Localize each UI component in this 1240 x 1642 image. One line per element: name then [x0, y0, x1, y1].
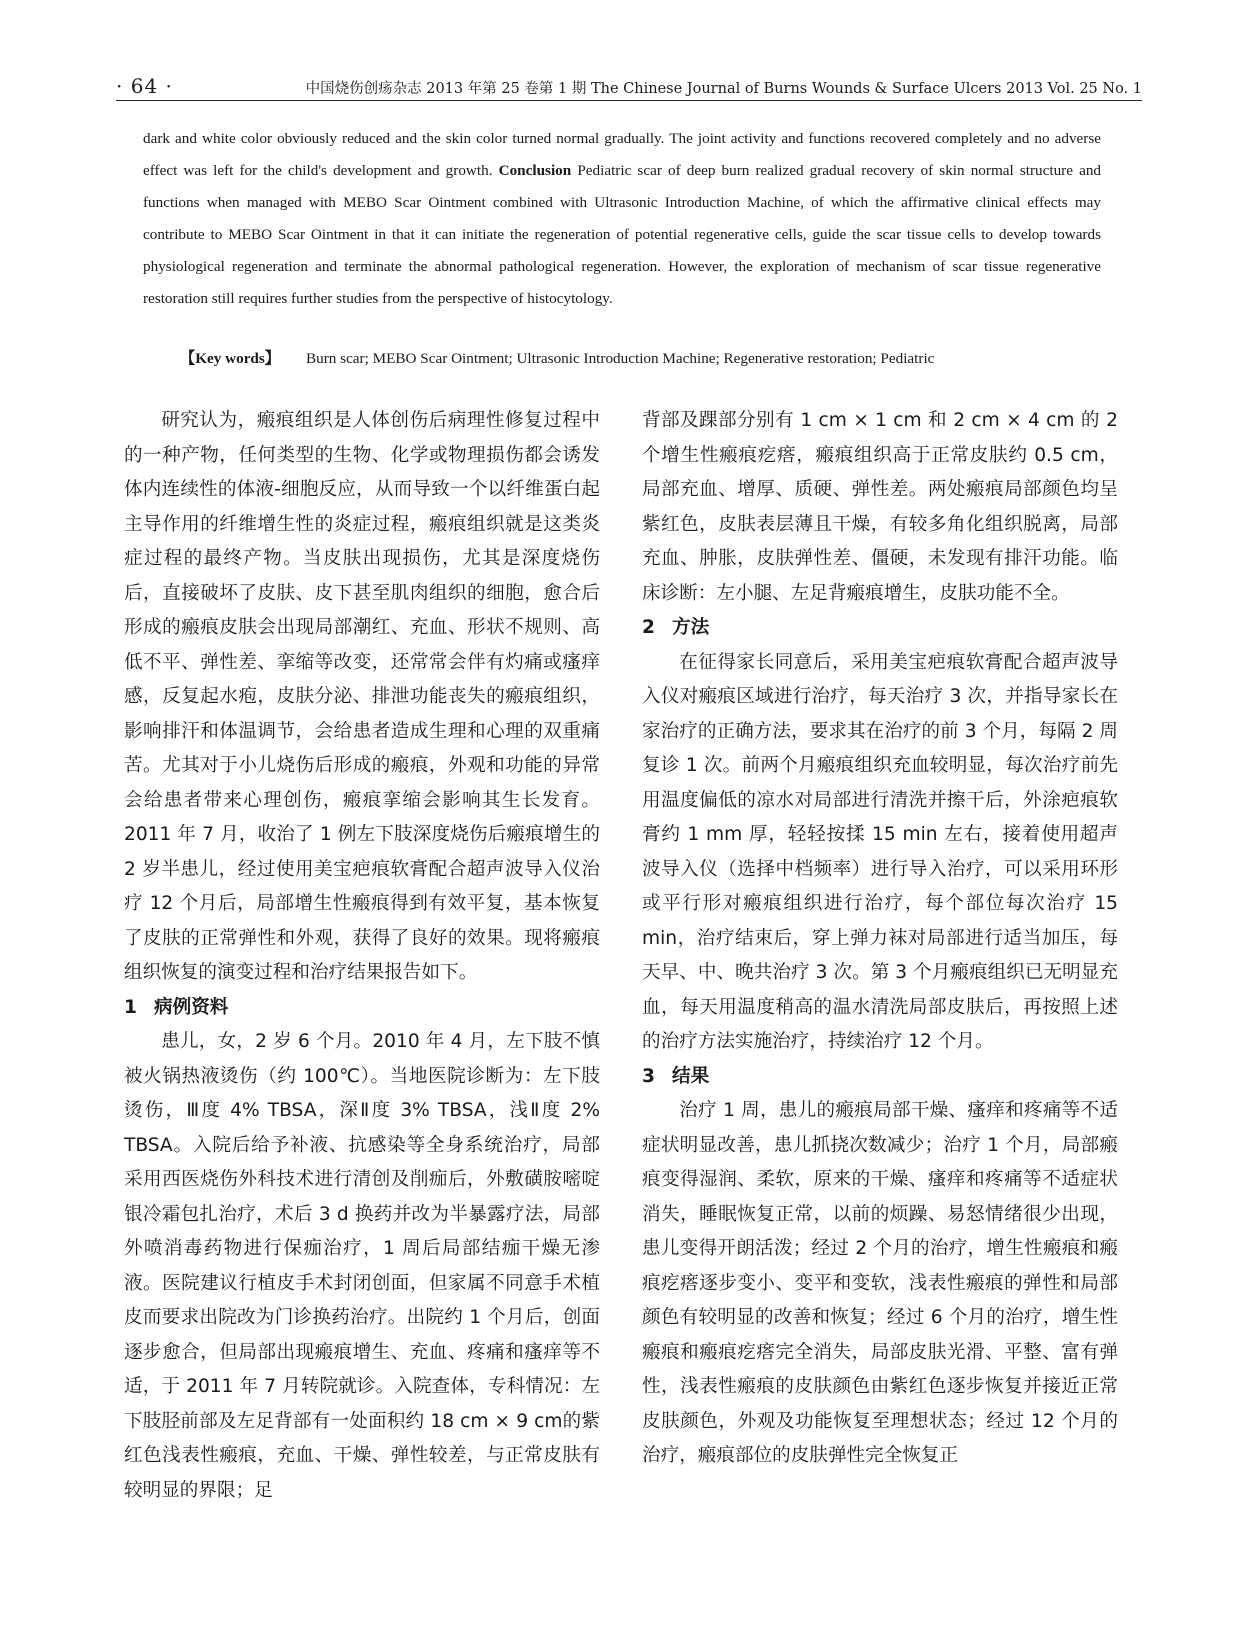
section-title: 结果 [672, 1065, 710, 1087]
abstract-conclusion-text: Pediatric scar of deep burn realized gradual recovery of skin normal structure and functions when managed with MEBO Scar Ointment combined with Ultrasonic Introduction Machine, of which the affirmative clinical effects may contribute to MEBO Scar Ointment in that it can initiate the regeneration of potential regenerative cells, guide the scar tissue cells to develop towards physiological regeneration and terminate the abnormal pathological regeneration. However, the exploration of mechanism of scar tissue regenerative restoration still requires further studies from the perspective of histocytology. [143, 162, 1102, 307]
conclusion-label: Conclusion [498, 162, 572, 179]
section-title: 病例资料 [154, 996, 229, 1018]
page-number: · 64 · [116, 74, 173, 98]
abstract-results-text: dark and white color obviously reduced and the skin color turned normal gradually. The joint activity and functions recovered completely and no adverse effect was left for the child's development and growth. [143, 130, 1101, 179]
header-rule [116, 100, 1142, 101]
section-number: 2 [642, 617, 655, 638]
case-paragraph: 患儿，女，2 岁 6 个月。2010 年 4 月，左下肢不慎被火锅热液烫伤（约 100℃）。当地医院诊断为：左下肢烫伤，Ⅲ度 4% TBSA，深Ⅱ度 3% TBSA，浅Ⅱ度 2% TBSA。入院后给予补液、抗感染等全身系统治疗，局部采用西医烧伤外科技术进行清创及削痂后，外敷磺胺嘧啶银冷霜包扎治疗，术后 3 d 换药并改为半暴露疗法，局部外喷消毒药物进行保痂治疗，1 周后局部结痂干燥无渗液。医院建议行植皮手术封闭创面，但家属不同意手术植皮而要求出院改为门诊换药治疗。出院约 1 个月后，创面逐步愈合，但局部出现瘢痕增生、充血、疼痛和瘙痒等不适，于 2011 年 7 月转院就诊。入院查体，专科情况：左下肢胫前部及左足背部有一处面积约 18 cm × 9 cm的紫红色浅表性瘢痕，充血、干燥、弹性较差，与正常皮肤有较明显的界限；足 [124, 1031, 600, 1501]
method-paragraph: 在征得家长同意后，采用美宝疤痕软膏配合超声波导入仪对瘢痕区域进行治疗，每天治疗 3 次，并指导家长在家治疗的正确方法，要求其在治疗的前 3 个月，每隔 2 周复诊 1 次。前两个月瘢痕组织充血较明显，每次治疗前先用温度偏低的凉水对局部进行清洗并擦干后，外涂疤痕软膏约 1 mm 厚，轻轻按揉 15 min 左右，接着使用超声波导入仪（选择中档频率）进行导入治疗，可以采用环形或平行形对瘢痕组织进行治疗，每个部位每次治疗 15 min，治疗结束后，穿上弹力袜对局部进行适当加压，每天早、中、晚共治疗 3 次。第 3 个月瘢痕组织已无明显充血，每天用温度稍高的温水清洗局部皮肤后，再按照上述的治疗方法实施治疗，持续治疗 12 个月。 [642, 651, 1118, 1052]
keywords-label: 【Key words】 [180, 350, 280, 367]
right-column [642, 404, 1118, 1474]
left-column [124, 404, 600, 1508]
section-number: 1 [124, 996, 137, 1018]
section-number: 3 [642, 1065, 655, 1087]
running-head: 中国烧伤创疡杂志 2013 年第 25 卷第 1 期 The Chinese Journal of Burns Wounds & Surface Ulcers 2013 Vol. 25 No. 1 [305, 81, 1142, 97]
case-paragraph-continued: 背部及踝部分别有 1 cm × 1 cm 和 2 cm × 4 cm 的 2 个增生性瘢痕疙瘩，瘢痕组织高于正常皮肤约 0.5 cm，局部充血、增厚、质硬、弹性差。两处瘢痕局部颜色均呈紫红色，皮肤表层薄且干燥，有较多角化组织脱离，局部充血、肿胀，皮肤弹性差、僵硬，未发现有排汗功能。临床诊断：左小腿、左足背瘢痕增生，皮肤功能不全。 [642, 410, 1118, 604]
section-heading-results [642, 1060, 1118, 1095]
section-heading-method [642, 611, 1118, 646]
abstract-text [143, 123, 1101, 315]
section-title: 方法 [672, 617, 710, 638]
section-heading-case [124, 991, 600, 1026]
keywords [180, 347, 1110, 368]
keywords-text: Burn scar; MEBO Scar Ointment; Ultrasonic Introduction Machine; Regenerative restoration; Pediatric [305, 350, 935, 367]
intro-paragraph: 研究认为，瘢痕组织是人体创伤后病理性修复过程中的一种产物，任何类型的生物、化学或物理损伤都会诱发体内连续性的体液-细胞反应，从而导致一个以纤维蛋白起主导作用的纤维增生性的炎症过程，瘢痕组织就是这类炎症过程的最终产物。当皮肤出现损伤，尤其是深度烧伤后，直接破坏了皮肤、皮下甚至肌肉组织的细胞，愈合后形成的瘢痕皮肤会出现局部潮红、充血、形状不规则、高低不平、弹性差、挛缩等改变，还常常会伴有灼痛或瘙痒感，反复起水疱，皮肤分泌、排泄功能丧失的瘢痕组织，影响排汗和体温调节，会给患者造成生理和心理的双重痛苦。尤其对于小儿烧伤后形成的瘢痕，外观和功能的异常会给患者带来心理创伤，瘢痕挛缩会影响其生长发育。2011 年 7 月，收治了 1 例左下肢深度烧伤后瘢痕增生的 2 岁半患儿，经过使用美宝疤痕软膏配合超声波导入仪治疗 12 个月后，局部增生性瘢痕得到有效平复，基本恢复了皮肤的正常弹性和外观，获得了良好的效果。现将瘢痕组织恢复的演变过程和治疗结果报告如下。 [124, 410, 600, 983]
results-paragraph: 治疗 1 周，患儿的瘢痕局部干燥、瘙痒和疼痛等不适症状明显改善，患儿抓挠次数减少；治疗 1 个月，局部瘢痕变得湿润、柔软，原来的干燥、瘙痒和疼痛等不适症状消失，睡眠恢复正常，以前的烦躁、易怒情绪很少出现，患儿变得开朗活泼；经过 2 个月的治疗，增生性瘢痕和瘢痕疙瘩逐步变小、变平和变软，浅表性瘢痕的弹性和局部颜色有较明显的改善和恢复；经过 6 个月的治疗，增生性瘢痕和瘢痕疙瘩完全消失，局部皮肤光滑、平整、富有弹性，浅表性瘢痕的皮肤颜色由紫红色逐步恢复并接近正常皮肤颜色，外观及功能恢复至理想状态；经过 12 个月的治疗，瘢痕部位的皮肤弹性完全恢复正 [642, 1100, 1118, 1466]
page-header [116, 74, 1142, 100]
